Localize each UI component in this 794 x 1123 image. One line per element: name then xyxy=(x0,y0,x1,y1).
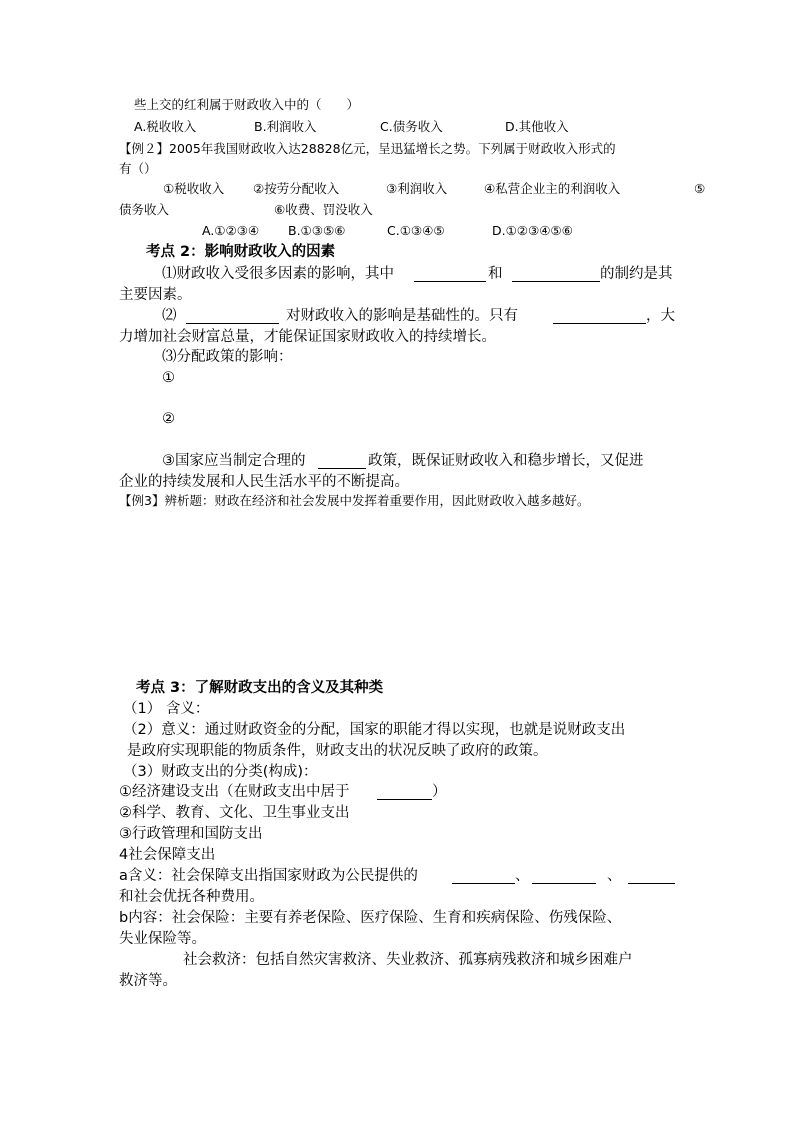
example2-item-2: ②按劳分配收入 xyxy=(253,181,340,196)
point2-p2-b: 对财政收入的影响是基础性的。只有 xyxy=(286,308,518,324)
example2-option-c: C.①③④⑤ xyxy=(387,223,445,238)
point3-l6: ②科学、教育、文化、卫生事业支出 xyxy=(119,805,350,821)
point3-l9-a: a含义：社会保障支出指国家财政为公民提供的 xyxy=(119,868,418,884)
point2-p1-a: ⑴财政收入受很多因素的影响，其中 xyxy=(162,266,394,282)
example1-option-b: B.利润收入 xyxy=(254,119,317,134)
point2-title: 考点 2：影响财政收入的因素 xyxy=(146,244,336,260)
point3-l1: （1） 含义： xyxy=(123,701,210,717)
point2-p1-d: 主要因素。 xyxy=(119,287,192,303)
point3-l7: ③行政管理和国防支出 xyxy=(119,826,263,842)
point3-l8: 4社会保障支出 xyxy=(119,847,216,863)
point2-p2-d: 力增加社会财富总量，才能保证国家财政收入的持续增长。 xyxy=(119,329,496,345)
example2-stem-line1: 【例２】2005年我国财政收入达28828亿元，呈迅猛增长之势。下列属于财政收入形式的 xyxy=(119,141,616,156)
point2-p1-c: 的制约是其 xyxy=(600,266,673,282)
point3-l11: b内容：社会保险：主要有养老保险、医疗保险、生育和疾病保险、伤残保险、 xyxy=(119,910,622,926)
example2-stem-line2: 有（） xyxy=(119,161,157,176)
point3-l5-b: ） xyxy=(432,784,447,800)
blank-line xyxy=(452,883,515,884)
point3-l2: （2）意义：通过财政资金的分配，国家的职能才得以实现，也就是说财政支出 xyxy=(123,722,626,738)
example1-stem: 些上交的红利属于财政收入中的（ ） xyxy=(134,97,360,112)
point2-p2-a: ⑵ xyxy=(162,308,177,324)
blank-line xyxy=(318,468,366,469)
example2-item-4: ④私营企业主的利润收入 xyxy=(484,181,621,196)
point3-l4: （3）财政支出的分类(构成)： xyxy=(123,764,318,780)
point3-title: 考点 3：了解财政支出的含义及其种类 xyxy=(136,680,384,696)
example1-option-c: C.债务收入 xyxy=(380,119,443,134)
point2-c2: ② xyxy=(162,411,175,427)
blank-line xyxy=(553,323,646,324)
example2-item-6: ⑥收费、罚没收入 xyxy=(274,202,373,217)
point3-l3: 是政府实现职能的物质条件，财政支出的状况反映了政府的政策。 xyxy=(127,743,548,759)
point3-l10: 和社会优抚各种费用。 xyxy=(119,889,264,905)
blank-line xyxy=(512,281,600,282)
point2-c3-b: 政策，既保证财政收入和稳步增长，又促进 xyxy=(368,453,644,469)
example2-item-3: ③利润收入 xyxy=(386,181,448,196)
point3-l9-b: 、 xyxy=(515,868,530,884)
example2-item-1: ①税收收入 xyxy=(163,181,225,196)
point3-l14: 救济等。 xyxy=(119,973,177,989)
point3-l5-a: ①经济建设支出（在财政支出中居于 xyxy=(119,784,350,800)
example1-option-a: A.税收收入 xyxy=(134,119,197,134)
example2-item-5-text: 债务收入 xyxy=(119,202,170,217)
blank-line xyxy=(628,883,675,884)
example2-option-a: A.①②③④ xyxy=(202,223,260,238)
example2-item-5: ⑤ xyxy=(694,181,706,196)
point3-l9-c: 、 xyxy=(607,868,622,884)
point2-p3: ⑶分配政策的影响： xyxy=(162,349,293,365)
example2-option-b: B.①③⑤⑥ xyxy=(288,223,346,238)
example1-option-d: D.其他收入 xyxy=(505,119,569,134)
point3-l13: 社会救济：包括自然灾害救济、失业救济、孤寡病残救济和城乡困难户 xyxy=(183,952,633,968)
point2-p1-b: 和 xyxy=(488,266,503,282)
blank-line xyxy=(414,281,486,282)
example2-option-d: D.①②③④⑤⑥ xyxy=(492,223,573,238)
point2-c3-c: 企业的持续发展和人民生活水平的不断提高。 xyxy=(119,474,409,490)
point2-c1: ① xyxy=(162,370,175,386)
blank-line xyxy=(186,323,279,324)
example3: 【例3】辨析题：财政在经济和社会发展中发挥着重要作用，因此财政收入越多越好。 xyxy=(119,493,590,508)
point2-c3-a: ③国家应当制定合理的 xyxy=(162,453,306,469)
blank-line xyxy=(377,799,432,800)
point3-l12: 失业保险等。 xyxy=(119,931,206,947)
point2-p2-c: ，大 xyxy=(646,308,675,324)
blank-line xyxy=(532,883,596,884)
